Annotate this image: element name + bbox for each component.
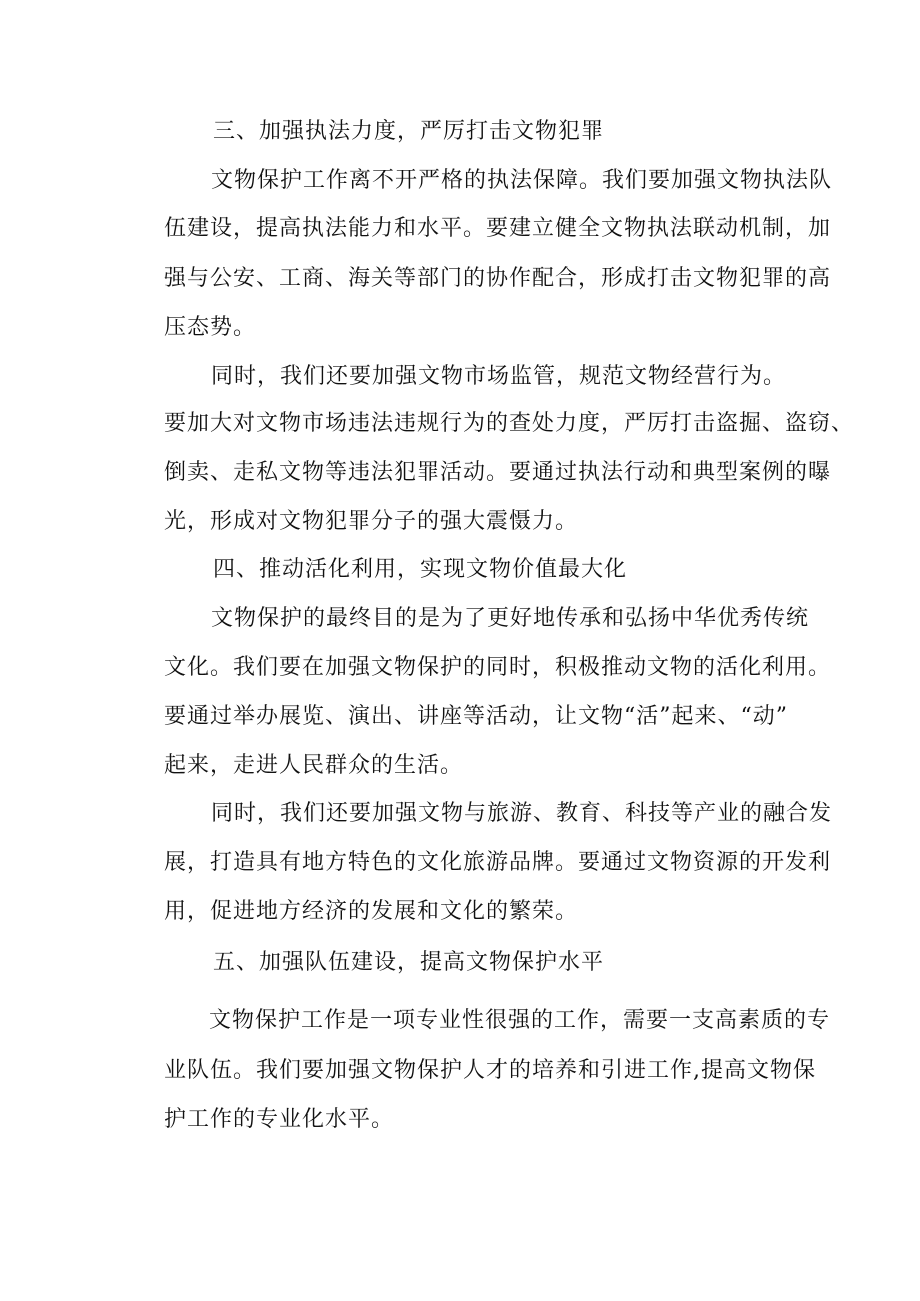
paragraph-line: 文物保护工作是一项专业性很强的工作，需要一支高素质的专	[209, 1008, 831, 1033]
paragraph-line: 同时，我们还要加强文物与旅游、教育、科技等产业的融合发	[211, 801, 833, 826]
paragraph-line: 要通过举办展览、演出、讲座等活动，让文物“活”起来、“动”	[164, 704, 788, 729]
paragraph-line: 倒卖、走私文物等违法犯罪活动。要通过执法行动和典型案例的曝	[164, 460, 832, 485]
paragraph-line: 光，形成对文物犯罪分子的强大震慑力。	[164, 509, 579, 534]
paragraph-line: 业队伍。我们要加强文物保护人才的培养和引进工作,提高文物保	[164, 1058, 816, 1083]
paragraph-line: 文物保护工作离不开严格的执法保障。我们要加强文物执法队	[211, 168, 833, 193]
paragraph-line: 伍建设，提高执法能力和水平。要建立健全文物执法联动机制，加	[164, 216, 832, 241]
paragraph-line: 压态势。	[164, 315, 257, 340]
paragraph-line: 文物保护的最终目的是为了更好地传承和弘扬中华优秀传统	[211, 606, 810, 631]
paragraph-line: 要加大对文物市场违法违规行为的查处力度，严厉打击盗掘、盗窃、	[164, 411, 855, 436]
paragraph-line: 用，促进地方经济的发展和文化的繁荣。	[164, 899, 579, 924]
paragraph-line: 起来，走进人民群众的生活。	[164, 753, 464, 778]
section-heading-3: 三、加强执法力度，严厉打击文物犯罪	[213, 119, 605, 144]
paragraph-line: 护工作的专业化水平。	[164, 1107, 395, 1132]
section-heading-4: 四、推动活化利用，实现文物价值最大化	[213, 557, 628, 582]
paragraph-line: 文化。我们要在加强文物保护的同时，积极推动文物的活化利用。	[164, 655, 832, 680]
paragraph-line: 同时，我们还要加强文物市场监管，规范文物经营行为。	[211, 364, 787, 389]
paragraph-line: 展，打造具有地方特色的文化旅游品牌。要通过文物资源的开发利	[164, 850, 832, 875]
paragraph-line: 强与公安、工商、海关等部门的协作配合，形成打击文物犯罪的高	[164, 266, 832, 291]
section-heading-5: 五、加强队伍建设，提高文物保护水平	[213, 950, 605, 975]
